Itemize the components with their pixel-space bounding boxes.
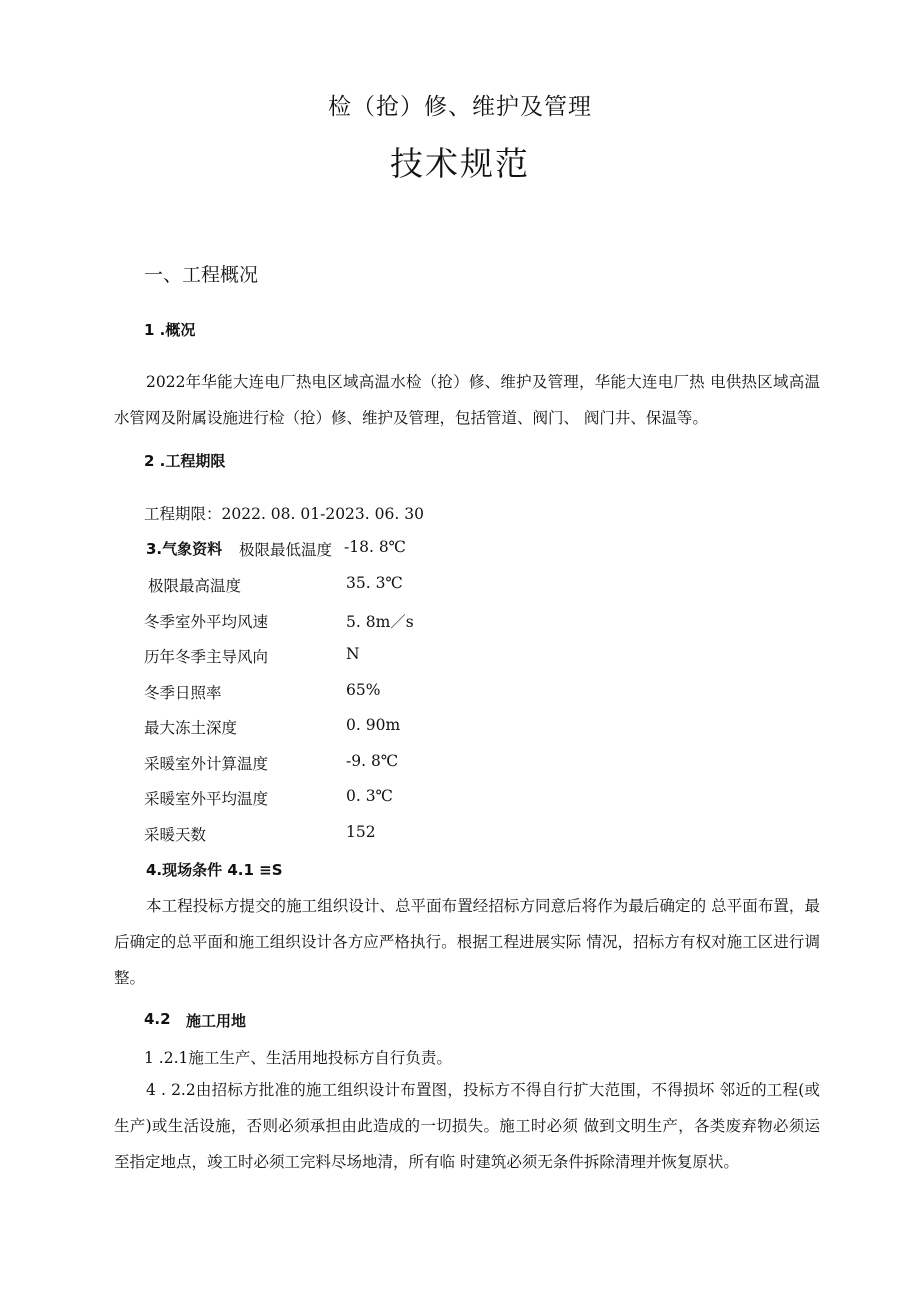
land-item-1: 1 .2.1施工生产、生活用地投标方自行负责。 (144, 1049, 452, 1067)
weather-row-label: 冬季日照率 (144, 684, 222, 702)
paragraph-site-conditions-text: 本工程投标方提交的施工组织设计、总平面布置经招标方同意后将作为最后确定的 总平面布置，最后确定的总平面和施工组织设计各方应严格执行。根据工程进展实际 情况，招标方有权对施工区进行调整。 (114, 897, 820, 987)
paragraph-land-item-2 (114, 1072, 820, 1180)
weather-first-label: 极限最低温度 (239, 541, 333, 559)
subheading-weather: 3.气象资料 (146, 540, 223, 558)
weather-row-value: N (346, 645, 360, 663)
period-text: 工程期限：2022. 08. 01-2023. 06. 30 (144, 505, 424, 523)
paragraph-overview (114, 364, 820, 436)
weather-row-value: 152 (346, 823, 376, 841)
weather-row-value: 0. 90m (346, 716, 401, 734)
weather-row-value: 0. 3℃ (346, 787, 393, 805)
subheading-period: 2 .工程期限 (144, 452, 226, 470)
paragraph-site-conditions (114, 888, 820, 996)
document-title-line2: 技术规范 (390, 144, 530, 183)
weather-row-label: 冬季室外平均风速 (144, 613, 269, 631)
weather-first-value: -18. 8℃ (344, 538, 407, 556)
weather-row-value: 5. 8m／s (346, 613, 414, 631)
weather-row-label: 历年冬季主导风向 (144, 648, 269, 666)
paragraph-overview-text: 2022年华能大连电厂热电区域高温水检（抢）修、维护及管理，华能大连电厂热 电供热区域高温水管网及附属设施进行检（抢）修、维护及管理，包括管道、阀门、 阀门井、保温等。 (114, 373, 820, 427)
document-title-line1: 检（抢）修、维护及管理 (328, 94, 592, 120)
subheading-construction-land-number: 4.2 (144, 1010, 171, 1028)
weather-row-label: 极限最高温度 (148, 577, 242, 595)
subheading-construction-land-text: 施工用地 (186, 1012, 247, 1030)
subheading-site-conditions: 4.现场条件 4.1 ≡S (146, 861, 283, 879)
weather-row-label: 采暖天数 (144, 826, 207, 844)
section-heading-project-overview: 一、工程概况 (144, 264, 259, 286)
weather-row-label: 采暖室外计算温度 (144, 755, 269, 773)
weather-row-value: -9. 8℃ (346, 752, 399, 770)
land-item-2-text: 4 . 2.2由招标方批准的施工组织设计布置图，投标方不得自行扩大范围，不得损坏 邻近的工程(或生产)或生活设施，否则必须承担由此造成的一切损失。施工时必须 做到文明生产，各类废弃物必须运至指定地点，竣工时必须工完料尽场地清，所有临 时建筑必须无条件拆除清理并恢复原状。 (114, 1081, 820, 1171)
weather-row-value: 65% (346, 681, 381, 699)
weather-row-label: 采暖室外平均温度 (144, 790, 269, 808)
weather-row-label: 最大冻土深度 (144, 719, 238, 737)
weather-row-value: 35. 3℃ (346, 574, 403, 592)
subheading-overview: 1 .概况 (144, 321, 196, 339)
